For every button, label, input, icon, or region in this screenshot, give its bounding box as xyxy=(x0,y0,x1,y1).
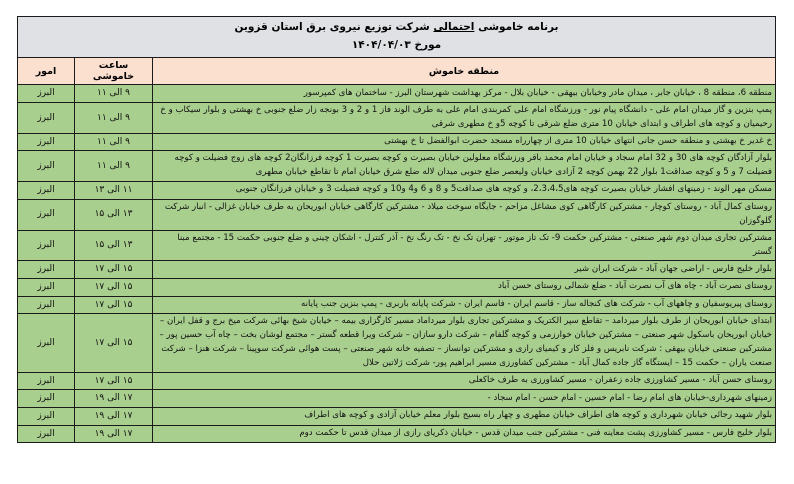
cell-region: زمینهای شهرداری-خیابان های امام رضا - امام حسین - امام حسن - امام سجاد - xyxy=(153,390,776,408)
cell-amoor: البرز xyxy=(18,390,75,408)
cell-hour: ۹ الی ۱۱ xyxy=(75,85,153,103)
table-row xyxy=(18,314,776,373)
cell-region: روستای کمال آباد - روستای کوچار - مشترکین کارگاهی کوی مشاغل مزاحم - جایگاه سوخت میلاد - مشترکین کارگاهی خیابان ابوریحان به طرف خیابان غزالی - انبار شرکت گلوگوزان xyxy=(153,199,776,230)
table-row xyxy=(18,230,776,261)
cell-hour: ۹ الی ۱۱ xyxy=(75,102,153,133)
cell-hour: ۱۷ الی ۱۹ xyxy=(75,425,153,443)
cell-hour: ۱۵ الی ۱۷ xyxy=(75,314,153,373)
table-row xyxy=(18,279,776,297)
table-row xyxy=(18,390,776,408)
document-title xyxy=(21,18,772,36)
title-suffix: شرکت توزیع نیروی برق استان قزوین xyxy=(234,21,434,33)
table-head xyxy=(18,17,776,58)
cell-region: پمپ بنزین و گاز میدان امام علی - دانشگاه پیام نور - ورزشگاه امام علی کمربندی امام علی به طرف الوند فاز 1 و 2 و 3 بونجه زار ضلع جنوبی خ بهشتی و بلوار سیکاب و خ رحیمیان و کوچه های اطراف و ابتدای خیابان 10 متری ضلع شرقی تا کوچه 5و خ مطهری شرقی xyxy=(153,102,776,133)
cell-hour: ۹ الی ۱۱ xyxy=(75,133,153,151)
table-row xyxy=(18,182,776,200)
table-row xyxy=(18,102,776,133)
title-prefix: برنامه خاموشی xyxy=(474,21,559,33)
cell-amoor: البرز xyxy=(18,199,75,230)
cell-amoor: البرز xyxy=(18,151,75,182)
cell-region: روستای پیریوسفیان و چاههای آب - شرکت های کنجاله ساز - قاسم ایران - فاسم ایران - شرکت پایانه باربری - پمپ بنزین جنب پایانه xyxy=(153,296,776,314)
cell-region: بلوار خلیج فارس - اراضی جهان آباد - شرکت ایران شیر xyxy=(153,261,776,279)
cell-amoor: البرز xyxy=(18,279,75,297)
cell-hour: ۱۵ الی ۱۷ xyxy=(75,296,153,314)
cell-region: بلوار شهید رجائی خیابان شهرداری و کوچه های اطراف خیابان مطهری و چهار راه بسیج بلوار معلم خیابان آزادی و کوچه های اطراف xyxy=(153,408,776,426)
cell-region: ابتدای خیابان ابوریحان از طرف بلوار میردامد – تقاطع سپر الکتریک و مشترکین تجاری بلوار میرداماد مسیر کارگزاری بیمه – خیابان شیخ بهائی شرکت میخ برج و قفل ایران – خیابان ابوریحان باسکول شهر صنعتی – مشترکین خیابان خوارزمی و کوچه گلفام – شرکت دارو سازان – شرکت ویرا قطعه گستر – مجتمع لوشان بخت – چاه آب حسین پور – مشترکین صنعتی خیابان بیهقی : شرکت نابریس و فلز کار و کیمیای رازی و مشترکین توانساز – تصفیه خانه شهر صنعتی – پست هوائی شرکت سوپینا – شرکت هنزا – شرکت صنعت یاران – حکمت 15 – ایستگاه گاز جاده کمال آباد – مشترکین کشاورزی مسیر ابراهیم پور- شرکت ژلاتین حلال xyxy=(153,314,776,373)
cell-hour: ۱۵ الی ۱۷ xyxy=(75,261,153,279)
table-row xyxy=(18,85,776,103)
header-region: منطقه خاموش xyxy=(153,58,776,85)
table-row xyxy=(18,199,776,230)
cell-region: خ غدیر خ بهشتی و منطقه حسن جانی انتهای خیابان 10 متری از چهارراه مسجد حضرت ابوالفضل تا خ بهشتی xyxy=(153,133,776,151)
cell-hour: ۱۱ الی ۱۳ xyxy=(75,182,153,200)
title-underlined-word: احتمالی xyxy=(433,21,475,33)
cell-hour: ۱۳ الی ۱۵ xyxy=(75,230,153,261)
table-row xyxy=(18,261,776,279)
cell-hour: ۱۷ الی ۱۹ xyxy=(75,408,153,426)
cell-amoor: البرز xyxy=(18,408,75,426)
cell-hour: ۱۵ الی ۱۷ xyxy=(75,372,153,390)
outage-schedule-table xyxy=(17,16,776,443)
cell-region: روستای حسن آباد - مسیر کشاورزی جاده زعفران - مسیر کشاورزی به طرف خاکعلی xyxy=(153,372,776,390)
cell-amoor: البرز xyxy=(18,261,75,279)
column-header-row xyxy=(18,58,776,85)
cell-region: روستای نصرت آباد - چاه های آب نصرت آباد - ضلع شمالی روستای حسن آباد xyxy=(153,279,776,297)
cell-amoor: البرز xyxy=(18,102,75,133)
cell-region: مشترکین تجاری میدان دوم شهر صنعتی - مشترکین حکمت 9- تک تاز موتور - تهران تک نخ - تک رنگ نخ - آذر کنترل - اشکان چینی و ضلع جنوبی حکمت 15 - مجتمع مبنا گستر xyxy=(153,230,776,261)
title-row xyxy=(18,17,776,58)
table-row xyxy=(18,296,776,314)
cell-region: بلوار آزادگان کوچه های 30 و 32 امام سجاد و خیابان امام محمد باقر ورزشگاه معلولین خیابان بصیرت و کوچه بصیرت 1 کوچه فرزانگان2 کوچه های زوج فضیلت و کوچه فضیلت 7 و 5 و کوچه صداقت1 بلوار 22 بهمن کوچه 2 آزادی خیابان ولیعصر ضلع جنوبی میدان لاله ضلع شرق خیابان امام تا تقاطع خیابان مطهری xyxy=(153,151,776,182)
table-row xyxy=(18,372,776,390)
header-amoor: امور xyxy=(18,58,75,85)
cell-amoor: البرز xyxy=(18,372,75,390)
cell-hour: ۱۷ الی ۱۹ xyxy=(75,390,153,408)
cell-amoor: البرز xyxy=(18,425,75,443)
header-hour: ساعت خاموشی xyxy=(75,58,153,85)
cell-hour: ۱۵ الی ۱۷ xyxy=(75,279,153,297)
cell-region: بلوار خلیج فارس - مسیر کشاورزی پشت معاینه فنی - مشترکین جنب میدان قدس - خیابان ذکریای رازی از میدان قدس تا حکمت دوم xyxy=(153,425,776,443)
table-row xyxy=(18,425,776,443)
cell-hour: ۹ الی ۱۱ xyxy=(75,151,153,182)
table-row xyxy=(18,133,776,151)
cell-region: منطقه 6، منطقه 8 ، خیابان جابر ، میدان مادر وخیابان بیهقی - خیابان بلال - مرکز بهداشت شهرستان البرز - ساختمان های کمپرسور xyxy=(153,85,776,103)
cell-hour: ۱۳ الی ۱۵ xyxy=(75,199,153,230)
column-header-row-group xyxy=(18,58,776,85)
table-row xyxy=(18,408,776,426)
cell-region: مسکن مهر الوند - زمینهای افشار خیابان بصیرت کوچه های2،3،4،5، و کوچه های صداقت5 و 8 و 6 و4 و10 و کوچه فضیلت 3 و خیابان فرزانگان جنوبی xyxy=(153,182,776,200)
table-row xyxy=(18,151,776,182)
cell-amoor: البرز xyxy=(18,182,75,200)
cell-amoor: البرز xyxy=(18,314,75,373)
cell-amoor: البرز xyxy=(18,296,75,314)
table-body xyxy=(18,85,776,443)
cell-amoor: البرز xyxy=(18,85,75,103)
cell-amoor: البرز xyxy=(18,230,75,261)
document-date: مورخ ۱۴۰۴/۰۴/۰۳ xyxy=(351,39,442,52)
document-title-cell xyxy=(18,17,776,58)
cell-amoor: البرز xyxy=(18,133,75,151)
